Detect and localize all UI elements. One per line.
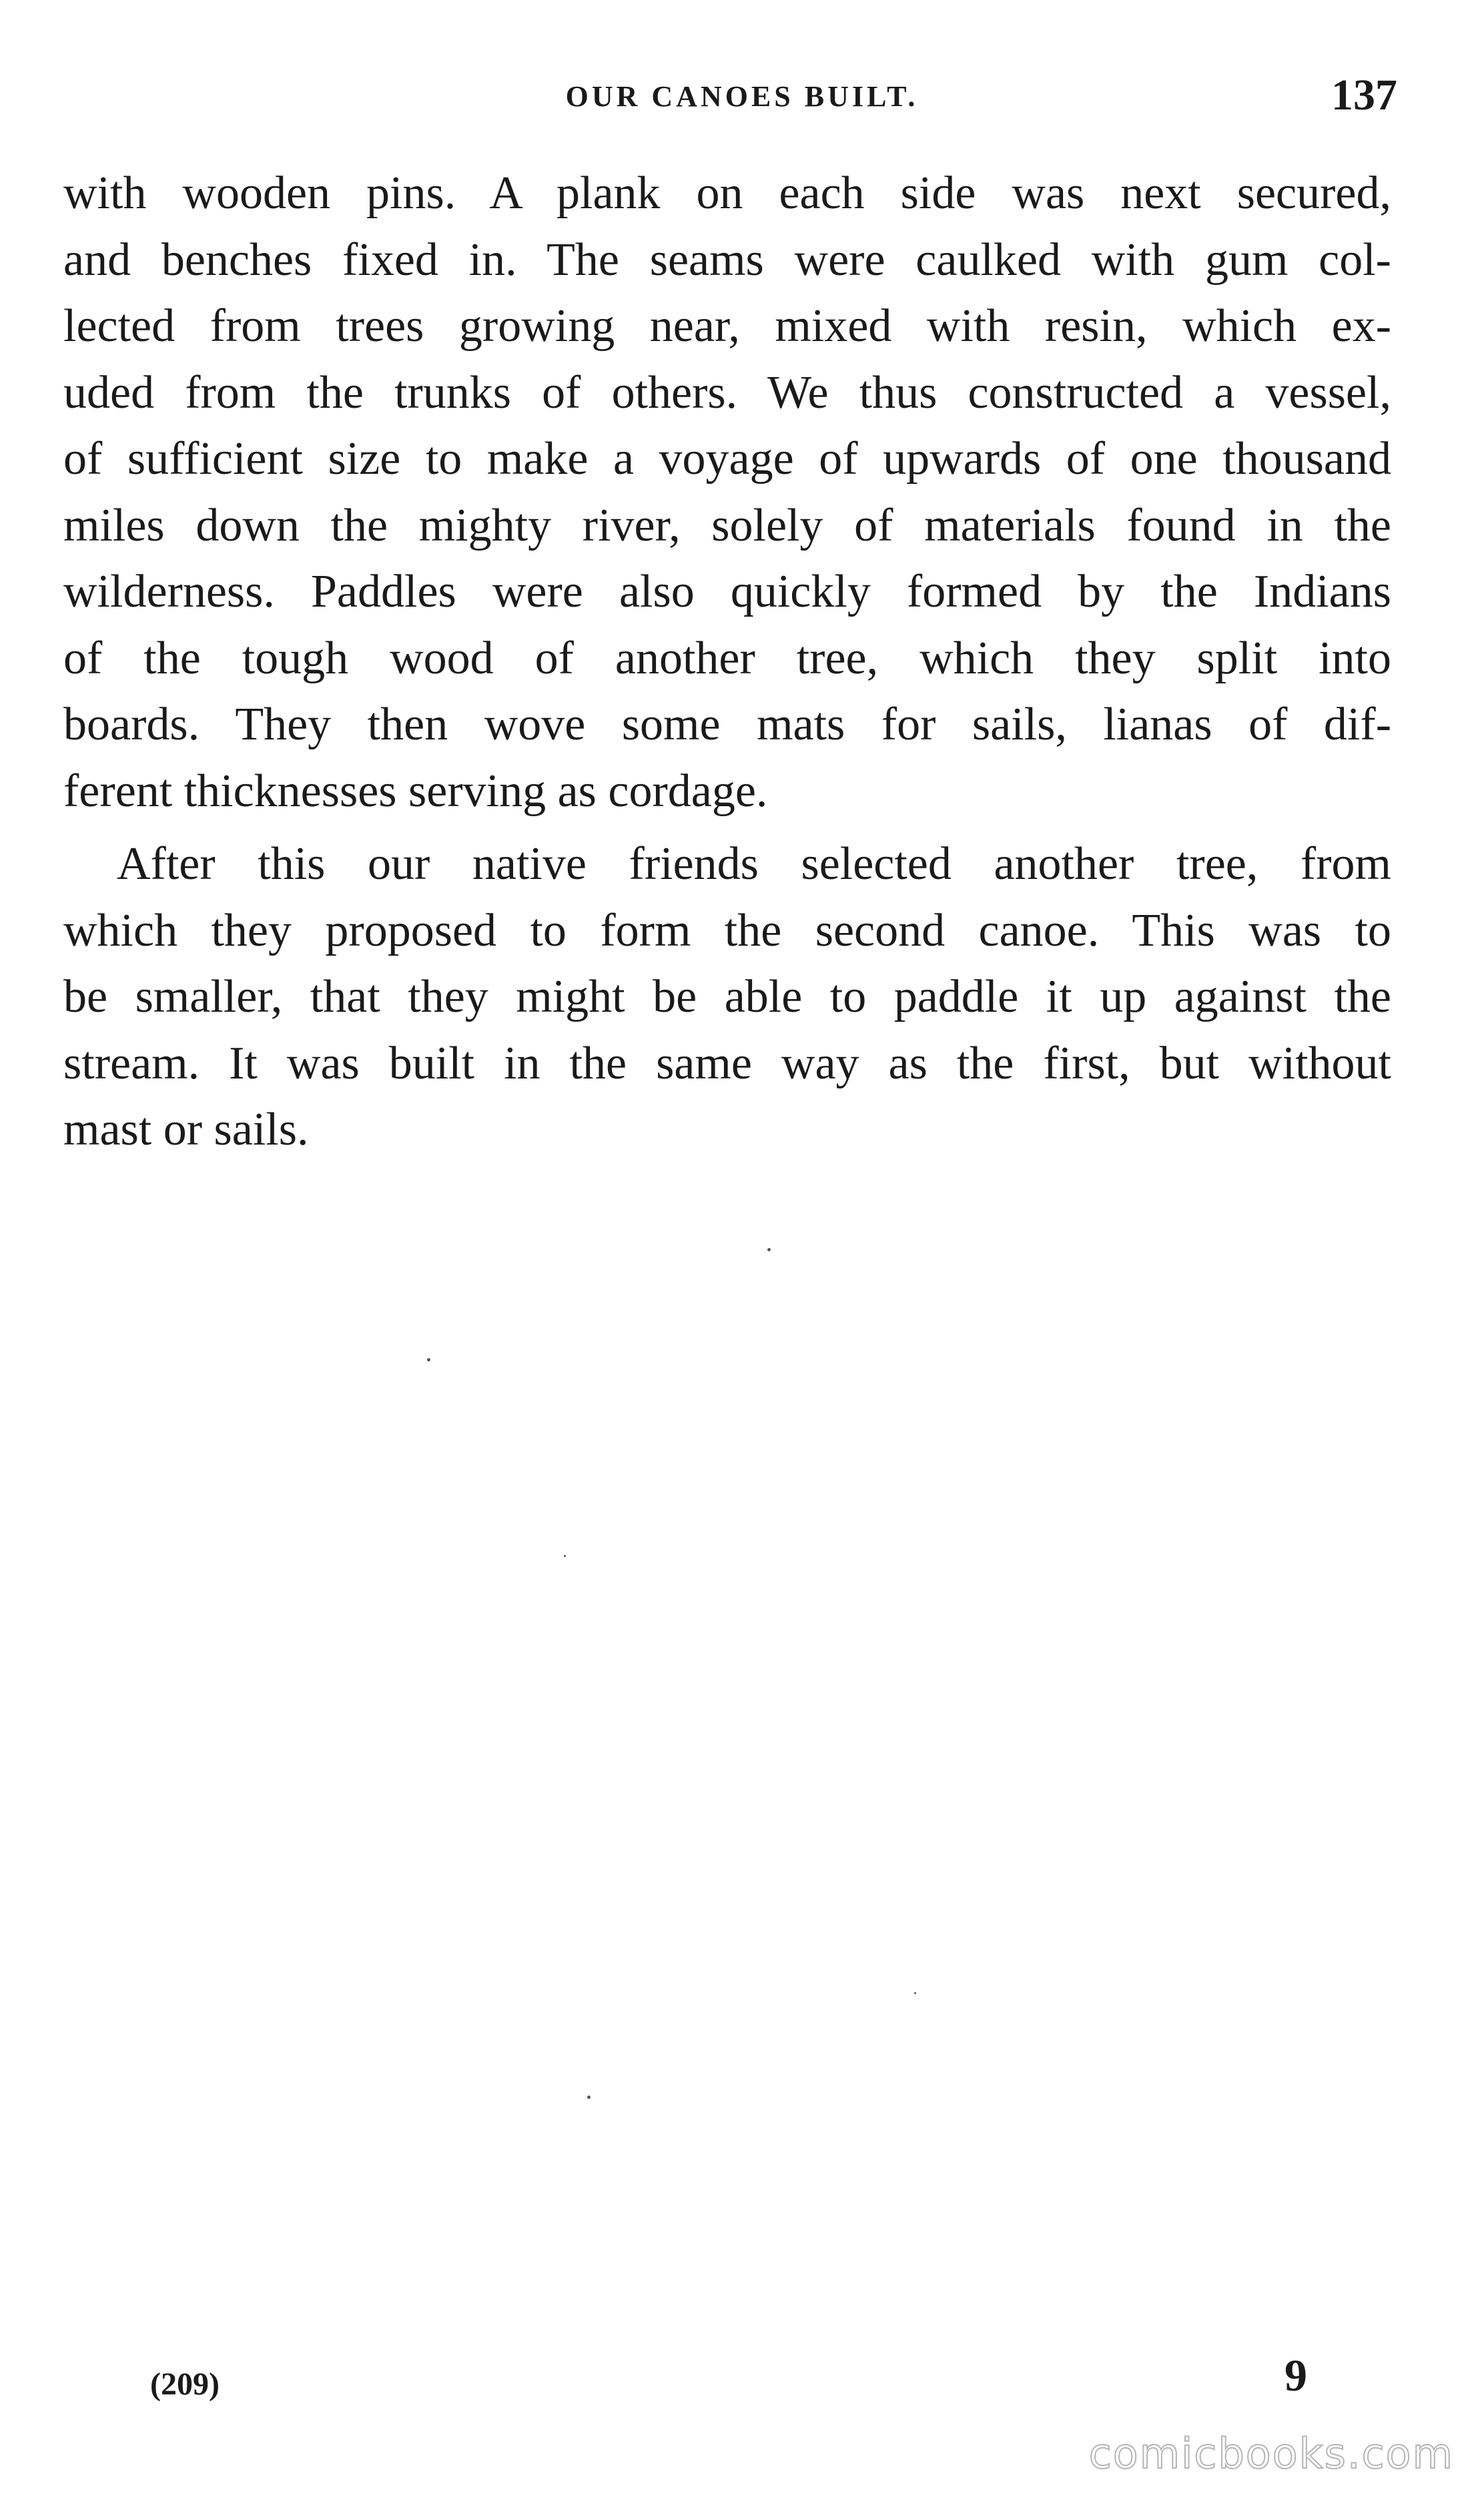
scan-speck	[914, 1992, 916, 1994]
text-line: boards. They then wove some mats for sails, lianas of dif-	[63, 699, 1391, 750]
page-number: 137	[1331, 71, 1397, 119]
scan-speck	[767, 1248, 771, 1251]
body-text	[63, 160, 1391, 1163]
text-line: uded from the trunks of others. We thus constructed a vessel,	[63, 366, 1391, 418]
text-line: with wooden pins. A plank on each side was next secured,	[63, 168, 1391, 219]
paragraph-2	[63, 831, 1391, 1163]
text-line: be smaller, that they might be able to paddle it up against the	[63, 971, 1391, 1022]
watermark: comicbooks.com	[1088, 2429, 1454, 2478]
text-line: stream. It was built in the same way as the first, but without	[63, 1037, 1391, 1089]
text-line: wilderness. Paddles were also quickly formed by the Indians	[63, 566, 1391, 617]
text-line: which they proposed to form the second canoe. This was to	[63, 904, 1391, 956]
text-line: lected from trees growing near, mixed with resin, which ex-	[63, 300, 1391, 352]
text-line: After this our native friends selected another tree, from	[117, 838, 1391, 890]
text-line: mast or sails.	[63, 1104, 309, 1155]
text-line: miles down the mighty river, solely of materials found in the	[63, 499, 1391, 551]
signature-mark: (209)	[150, 2367, 220, 2402]
text-line: ferent thicknesses serving as cordage.	[63, 765, 768, 817]
running-head	[0, 70, 1484, 123]
running-title: OUR CANOES BUILT.	[565, 80, 919, 113]
text-line: of sufficient size to make a voyage of upwards of one thousand	[63, 433, 1391, 485]
signature-number: 9	[1284, 2350, 1307, 2401]
paragraph-1	[63, 160, 1391, 824]
scan-speck	[587, 2096, 591, 2099]
paragraph-gap	[63, 824, 1391, 831]
scan-speck	[427, 1358, 430, 1361]
text-line: and benches fixed in. The seams were caulked with gum col-	[63, 234, 1391, 286]
scan-speck	[564, 1555, 566, 1557]
text-line: of the tough wood of another tree, which they split into	[63, 632, 1391, 684]
